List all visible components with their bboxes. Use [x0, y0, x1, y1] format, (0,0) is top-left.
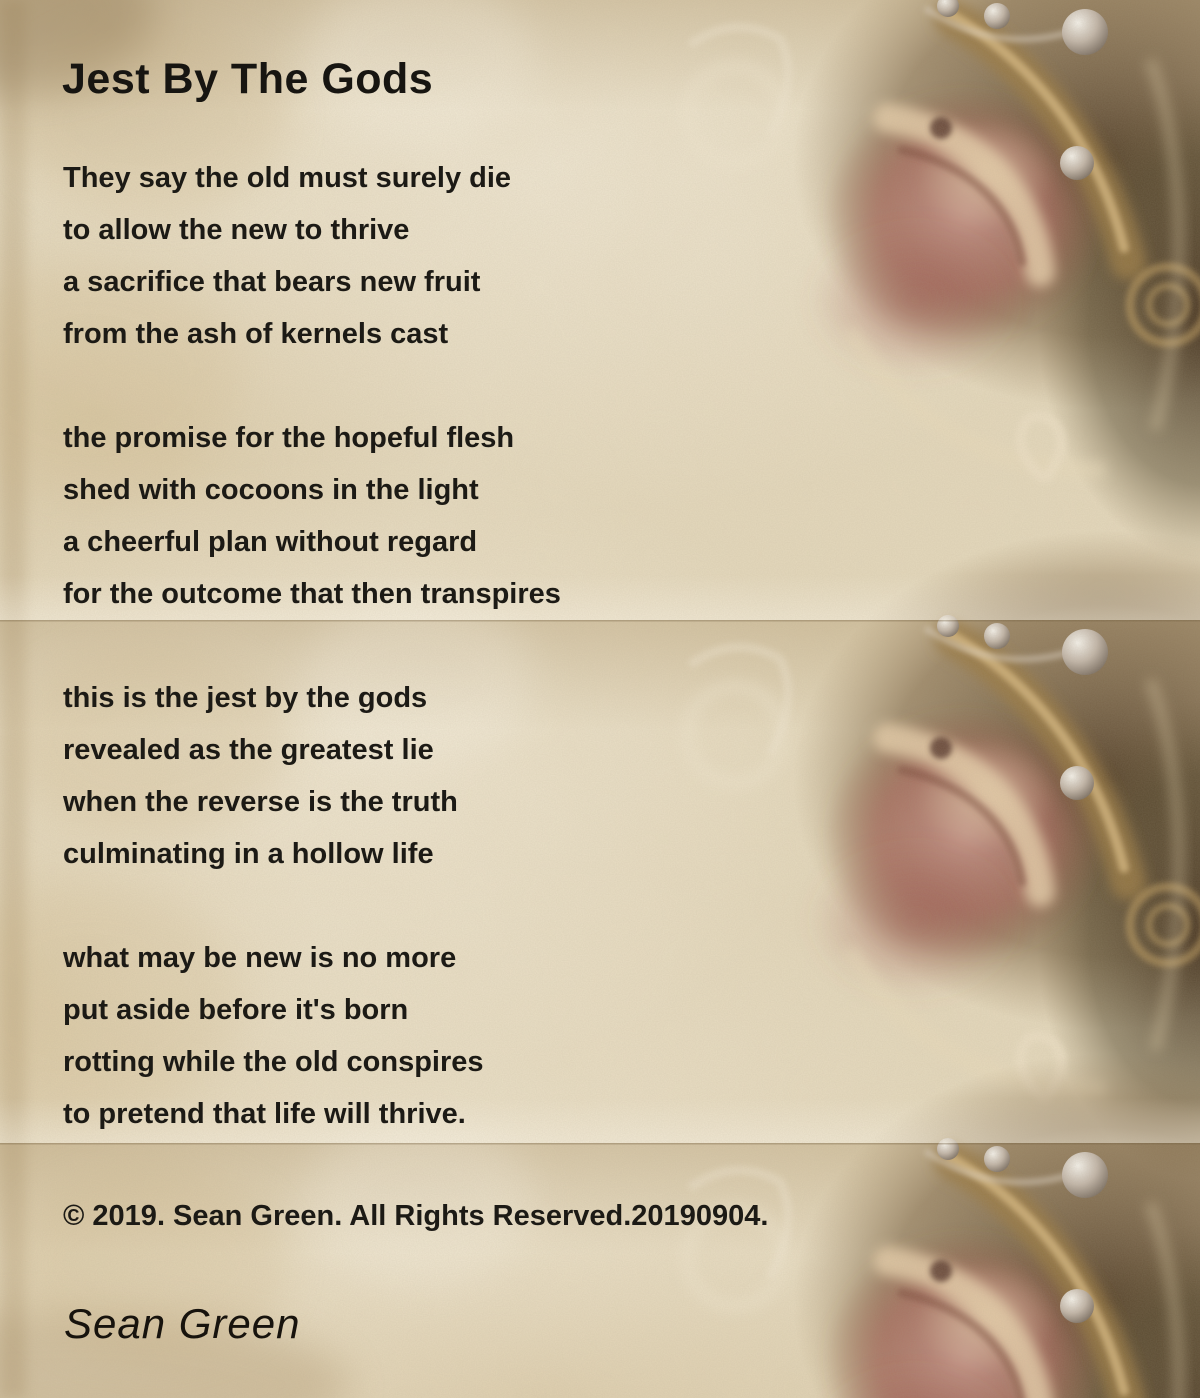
- poem-line: from the ash of kernels cast: [63, 318, 449, 350]
- poem-line: rotting while the old conspires: [63, 1046, 484, 1078]
- stanza-1: [63, 152, 1063, 360]
- poem-line: to allow the new to thrive: [63, 214, 410, 246]
- poem-line: a sacrifice that bears new fruit: [63, 266, 481, 298]
- poem-line: They say the old must surely die: [63, 162, 512, 194]
- poem-line: when the reverse is the truth: [63, 786, 458, 818]
- poem-body: [63, 152, 1063, 1192]
- poem-line: to pretend that life will thrive.: [63, 1098, 466, 1130]
- poem-line: what may be new is no more: [63, 942, 457, 974]
- author-signature: Sean Green: [64, 1300, 301, 1347]
- poem-line: culminating in a hollow life: [63, 838, 434, 870]
- poem-title: Jest By The Gods: [62, 55, 434, 103]
- poem-line: the promise for the hopeful flesh: [63, 422, 515, 454]
- poem-line: put aside before it's born: [63, 994, 409, 1026]
- poem-line: for the outcome that then transpires: [63, 578, 561, 610]
- stanza-3: [63, 672, 1063, 880]
- copyright-notice: © 2019. Sean Green. All Rights Reserved.20190904.: [63, 1200, 769, 1232]
- stanza-2: [63, 412, 1063, 620]
- stanza-4: [63, 932, 1063, 1140]
- poem-line: this is the jest by the gods: [63, 682, 428, 714]
- poem-line: revealed as the greatest lie: [63, 734, 434, 766]
- poem-line: shed with cocoons in the light: [63, 474, 479, 506]
- poem-line: a cheerful plan without regard: [63, 526, 478, 558]
